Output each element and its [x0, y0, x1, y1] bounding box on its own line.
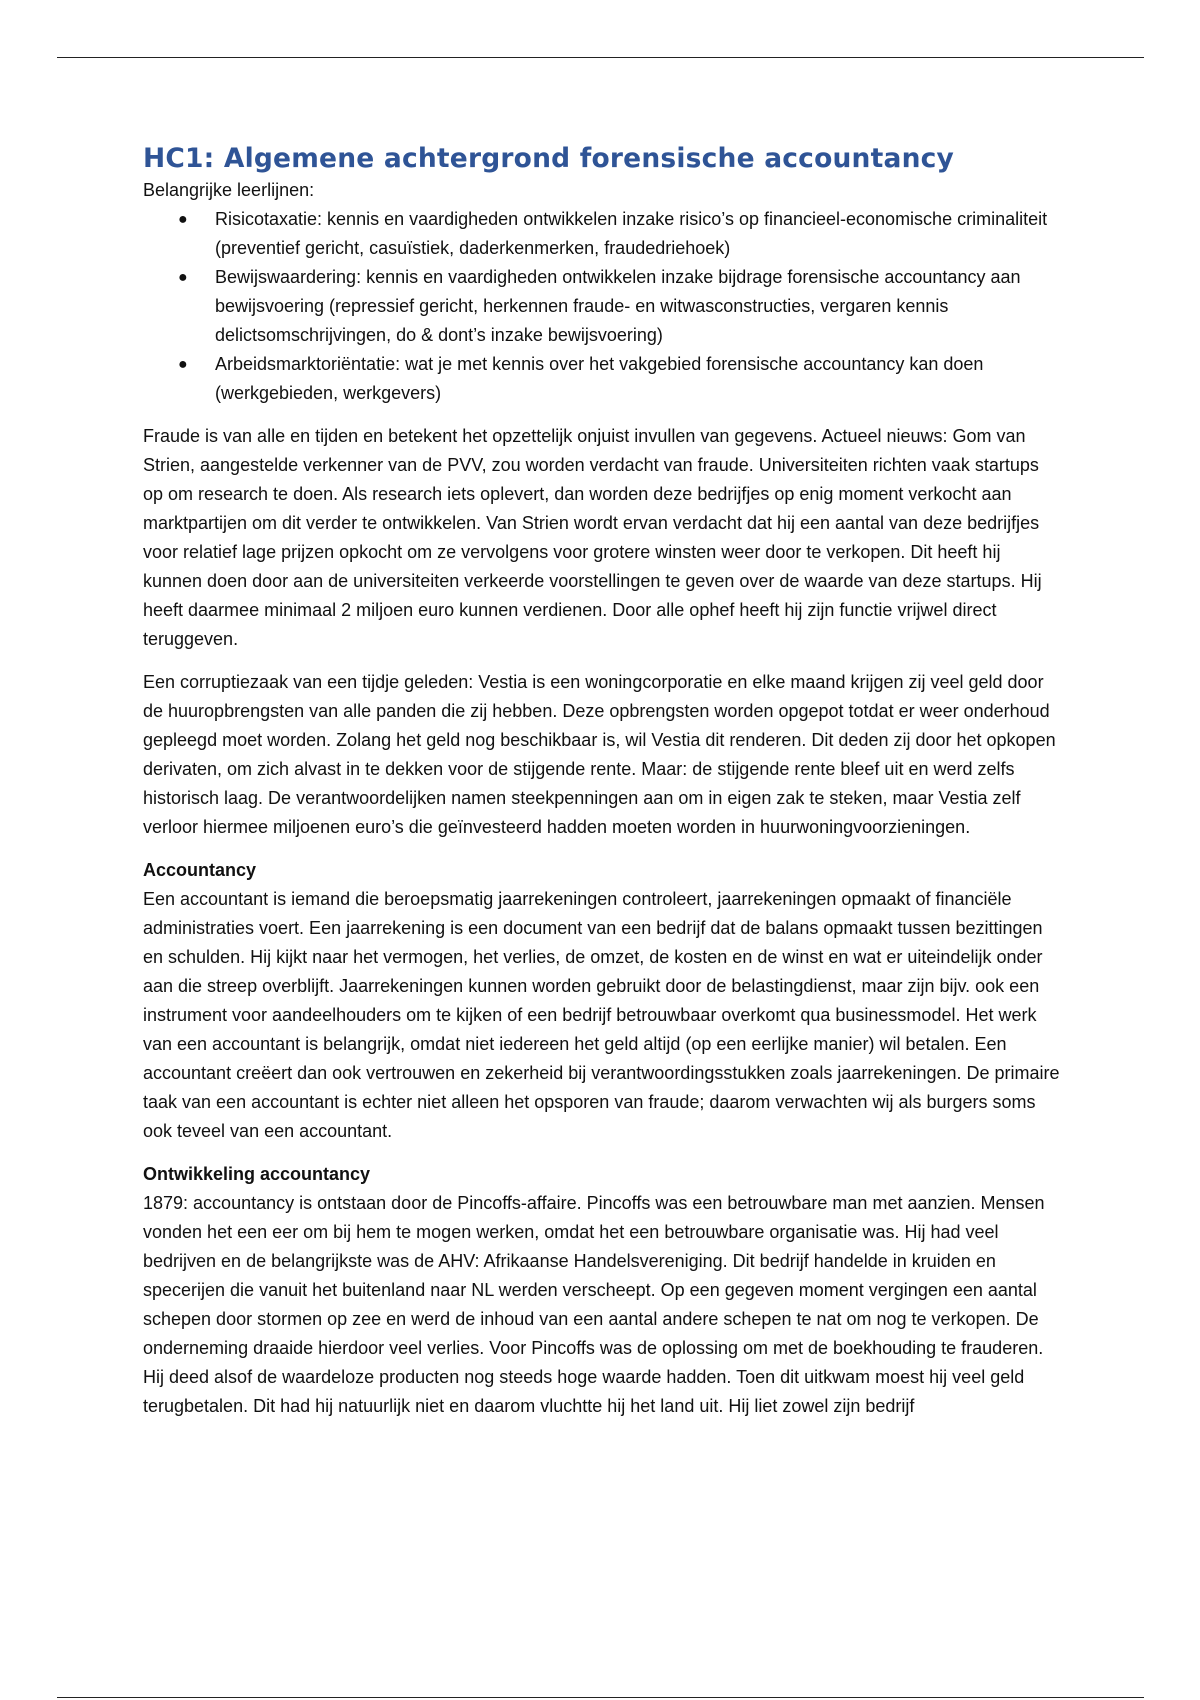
section-heading-accountancy: Accountancy	[143, 860, 257, 880]
bottom-rule	[57, 1697, 1144, 1698]
intro-label: Belangrijke leerlijnen:	[143, 180, 315, 200]
bullet-icon: ●	[178, 211, 188, 228]
list-item	[178, 205, 1063, 263]
bullet-icon: ●	[178, 356, 188, 373]
list-item	[178, 350, 1063, 408]
paragraph-fraude: Fraude is van alle en tijden en betekent het opzettelijk onjuist invullen van gegevens. Actueel nieuws: Gom van Strien, aangestelde verkenner van de PVV, zou worden verdacht van fraude. Universiteiten richten vaak startups op om research te doen. Als research iets oplevert, dan worden deze bedrijfjes op enig moment verkocht aan marktpartijen om dit verder te ontwikkelen. Van Strien wordt ervan verdacht dat hij een aantal van deze bedrijfjes voor relatief lage prijzen opkocht om ze vervolgens voor grotere winsten weer door te verkopen. Dit heeft hij kunnen doen door aan de universiteiten verkeerde voorstellingen te geven over de waarde van deze startups. Hij heeft daarmee minimaal 2 miljoen euro kunnen verdienen. Door alle ophef heeft hij zijn functie vrijwel direct teruggeven.	[143, 426, 1042, 649]
list-item-text: Risicotaxatie: kennis en vaardigheden ontwikkelen inzake risico’s op financieel-economische criminaliteit (preventief gericht, casuïstiek, daderkenmerken, fraudedriehoek)	[215, 209, 1048, 258]
bullet-icon: ●	[178, 269, 188, 286]
list-item-text: Bewijswaardering: kennis en vaardigheden ontwikkelen inzake bijdrage forensische accountancy aan bewijsvoering (repressief gericht, herkennen fraude- en witwasconstructies, vergaren kennis delictsomschrijvingen, do & dont’s inzake bewijsvoering)	[215, 267, 1021, 345]
top-rule	[57, 57, 1144, 58]
leerlijnen-list	[143, 205, 1063, 408]
page-title: HC1: Algemene achtergrond forensische accountancy	[143, 143, 955, 174]
paragraph-accountancy: Een accountant is iemand die beroepsmatig jaarrekeningen controleert, jaarrekeningen opmaakt of financiële administraties voert. Een jaarrekening is een document van een bedrijf dat de balans opmaakt tussen bezittingen en schulden. Hij kijkt naar het vermogen, het verlies, de omzet, de kosten en de winst en wat er uiteindelijk onder aan die streep overblijft. Jaarrekeningen kunnen worden gebruikt door de belastingdienst, maar zijn bijv. ook een instrument voor aandeelhouders om te kijken of een bedrijf betrouwbaar overkomt qua businessmodel. Het werk van een accountant is belangrijk, omdat niet iedereen het geld altijd (op een eerlijke manier) wil betalen. Een accountant creëert dan ook vertrouwen en zekerheid bij verantwoordingsstukken zoals jaarrekeningen. De primaire taak van een accountant is echter niet alleen het opsporen van fraude; daarom verwachten wij als burgers soms ook teveel van een accountant.	[143, 889, 1060, 1141]
document-body	[143, 142, 1063, 1421]
list-item	[178, 263, 1063, 350]
paragraph-ontwikkeling: 1879: accountancy is ontstaan door de Pincoffs-affaire. Pincoffs was een betrouwbare man met aanzien. Mensen vonden het een eer om bij hem te mogen werken, omdat het een betrouwbare organisatie was. Hij had veel bedrijven en de belangrijkste was de AHV: Afrikaanse Handelsvereniging. Dit bedrijf handelde in kruiden en specerijen die vanuit het buitenland naar NL werden verscheept. Op een gegeven moment vergingen een aantal schepen door stormen op zee en werd de inhoud van een aantal andere schepen te nat om nog te verkopen. De onderneming draaide hierdoor veel verlies. Voor Pincoffs was de oplossing om met de boekhouding te frauderen. Hij deed alsof de waardeloze producten nog steeds hoge waarde hadden. Toen dit uitkwam moest hij veel geld terugbetalen. Dit had hij natuurlijk niet en daarom vluchtte hij het land uit. Hij liet zowel zijn bedrijf	[143, 1193, 1045, 1416]
paragraph-corruptie: Een corruptiezaak van een tijdje geleden: Vestia is een woningcorporatie en elke maand krijgen zij veel geld door de huuropbrengsten van alle panden die zij hebben. Deze opbrengsten worden opgepot totdat er weer onderhoud gepleegd moet worden. Zolang het geld nog beschikbaar is, wil Vestia dit renderen. Dit deden zij door het opkopen derivaten, om zich alvast in te dekken voor de stijgende rente. Maar: de stijgende rente bleef uit en werd zelfs historisch laag. De verantwoordelijken namen steekpenningen aan om in eigen zak te steken, maar Vestia zelf verloor hiermee miljoenen euro’s die geïnvesteerd hadden moeten worden in huurwoningvoorzieningen.	[143, 672, 1056, 837]
list-item-text: Arbeidsmarktoriëntatie: wat je met kennis over het vakgebied forensische accountancy kan doen (werkgebieden, werkgevers)	[215, 354, 984, 403]
section-heading-ontwikkeling: Ontwikkeling accountancy	[143, 1164, 371, 1184]
